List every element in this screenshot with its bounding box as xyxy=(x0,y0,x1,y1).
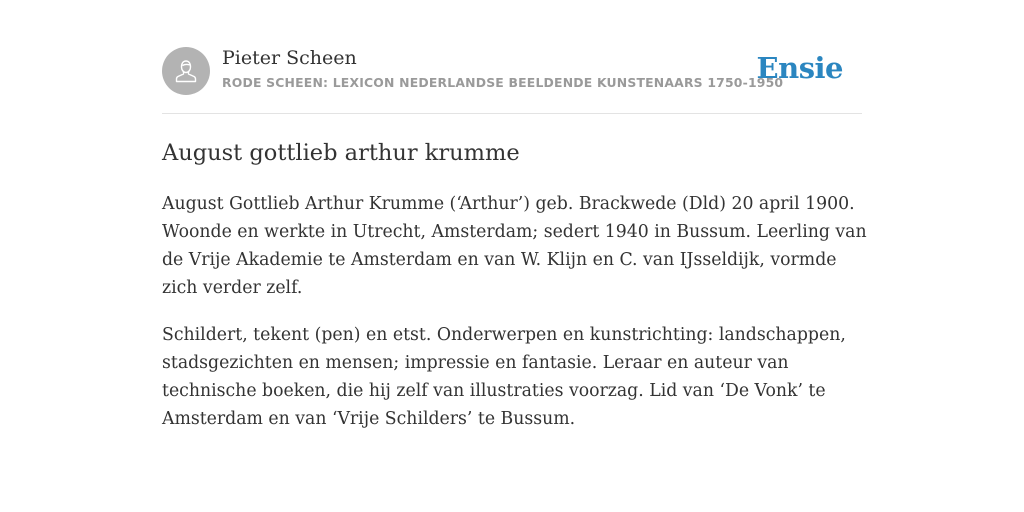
article-title: August gottlieb arthur krumme xyxy=(162,140,520,166)
user-icon xyxy=(171,56,201,86)
page-container xyxy=(162,0,867,429)
author-name[interactable]: Pieter Scheen xyxy=(222,47,357,69)
ensie-logo[interactable]: Ensie xyxy=(756,51,843,85)
article-header xyxy=(162,0,862,114)
author-avatar[interactable] xyxy=(162,47,210,95)
article-paragraph-2: Schildert, tekent (pen) en etst. Onderwerpen en kunstrichting: landschappen, stadsgezichten en mensen; impressie en fantasie. Leraar en auteur van technische boeken, die hij zelf van illustraties voorzag. Lid van ‘De Vonk’ te Amsterdam en van ‘Vrije Schilders’ te Bussum. xyxy=(162,325,846,429)
source-title[interactable]: RODE SCHEEN: LEXICON NEDERLANDSE BEELDENDE KUNSTENAARS 1750-1950 xyxy=(222,75,784,90)
article-paragraph-1: August Gottlieb Arthur Krumme (‘Arthur’) geb. Brackwede (Dld) 20 april 1900. Woonde en werkte in Utrecht, Amsterdam; sedert 1940 in Bussum. Leerling van de Vrije Akademie te Amsterdam en van W. Klijn en C. van IJsseldijk, vormde zich verder zelf. xyxy=(162,194,867,298)
